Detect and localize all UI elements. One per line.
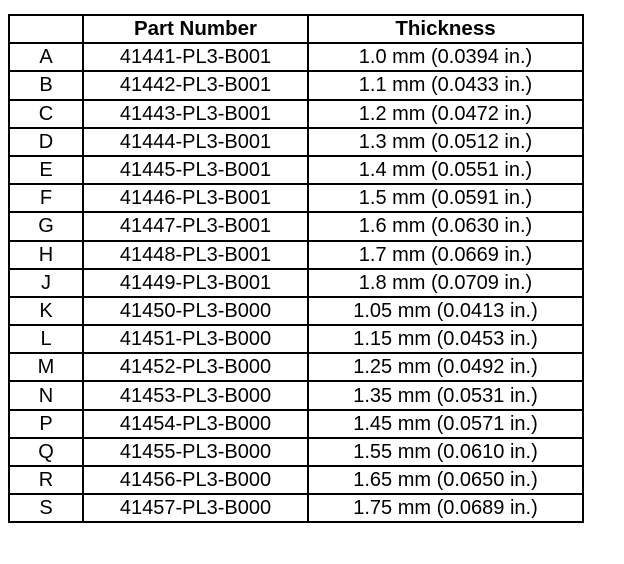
row-code: E [9,156,83,184]
row-code: J [9,269,83,297]
row-code: G [9,212,83,240]
row-part-number: 41443-PL3-B001 [83,100,308,128]
header-row [9,15,583,43]
row-code: P [9,410,83,438]
row-thickness: 1.8 mm (0.0709 in.) [308,269,583,297]
shim-table [8,14,584,523]
table-row [9,269,583,297]
row-part-number: 41454-PL3-B000 [83,410,308,438]
row-thickness: 1.5 mm (0.0591 in.) [308,184,583,212]
row-thickness: 1.55 mm (0.0610 in.) [308,438,583,466]
row-thickness: 1.1 mm (0.0433 in.) [308,71,583,99]
header-code [9,15,83,43]
row-part-number: 41444-PL3-B001 [83,128,308,156]
row-thickness: 1.6 mm (0.0630 in.) [308,212,583,240]
table-row [9,100,583,128]
header-thickness: Thickness [308,15,583,43]
row-part-number: 41453-PL3-B000 [83,381,308,409]
row-part-number: 41456-PL3-B000 [83,466,308,494]
row-code: K [9,297,83,325]
table-row [9,43,583,71]
row-part-number: 41457-PL3-B000 [83,494,308,522]
row-part-number: 41452-PL3-B000 [83,353,308,381]
row-code: S [9,494,83,522]
table-row [9,353,583,381]
table-row [9,494,583,522]
table-row [9,410,583,438]
row-thickness: 1.45 mm (0.0571 in.) [308,410,583,438]
row-thickness: 1.25 mm (0.0492 in.) [308,353,583,381]
table-row [9,438,583,466]
row-code: H [9,241,83,269]
table-row [9,184,583,212]
row-code: R [9,466,83,494]
row-part-number: 41441-PL3-B001 [83,43,308,71]
table-row [9,71,583,99]
header-part-number: Part Number [83,15,308,43]
row-thickness: 1.15 mm (0.0453 in.) [308,325,583,353]
row-code: A [9,43,83,71]
row-code: D [9,128,83,156]
row-thickness: 1.7 mm (0.0669 in.) [308,241,583,269]
row-thickness: 1.05 mm (0.0413 in.) [308,297,583,325]
row-code: B [9,71,83,99]
table-row [9,156,583,184]
row-part-number: 41447-PL3-B001 [83,212,308,240]
row-thickness: 1.4 mm (0.0551 in.) [308,156,583,184]
row-thickness: 1.0 mm (0.0394 in.) [308,43,583,71]
table-row [9,241,583,269]
row-thickness: 1.35 mm (0.0531 in.) [308,381,583,409]
row-code: C [9,100,83,128]
table-row [9,297,583,325]
table-row [9,212,583,240]
row-code: L [9,325,83,353]
row-thickness: 1.75 mm (0.0689 in.) [308,494,583,522]
row-part-number: 41450-PL3-B000 [83,297,308,325]
row-part-number: 41451-PL3-B000 [83,325,308,353]
table-body [9,43,583,522]
row-code: F [9,184,83,212]
row-part-number: 41446-PL3-B001 [83,184,308,212]
table-row [9,466,583,494]
row-part-number: 41448-PL3-B001 [83,241,308,269]
table-row [9,325,583,353]
row-part-number: 41455-PL3-B000 [83,438,308,466]
row-thickness: 1.2 mm (0.0472 in.) [308,100,583,128]
row-code: N [9,381,83,409]
row-part-number: 41442-PL3-B001 [83,71,308,99]
row-code: M [9,353,83,381]
table-row [9,381,583,409]
row-code: Q [9,438,83,466]
row-part-number: 41445-PL3-B001 [83,156,308,184]
row-thickness: 1.3 mm (0.0512 in.) [308,128,583,156]
table-row [9,128,583,156]
row-part-number: 41449-PL3-B001 [83,269,308,297]
row-thickness: 1.65 mm (0.0650 in.) [308,466,583,494]
